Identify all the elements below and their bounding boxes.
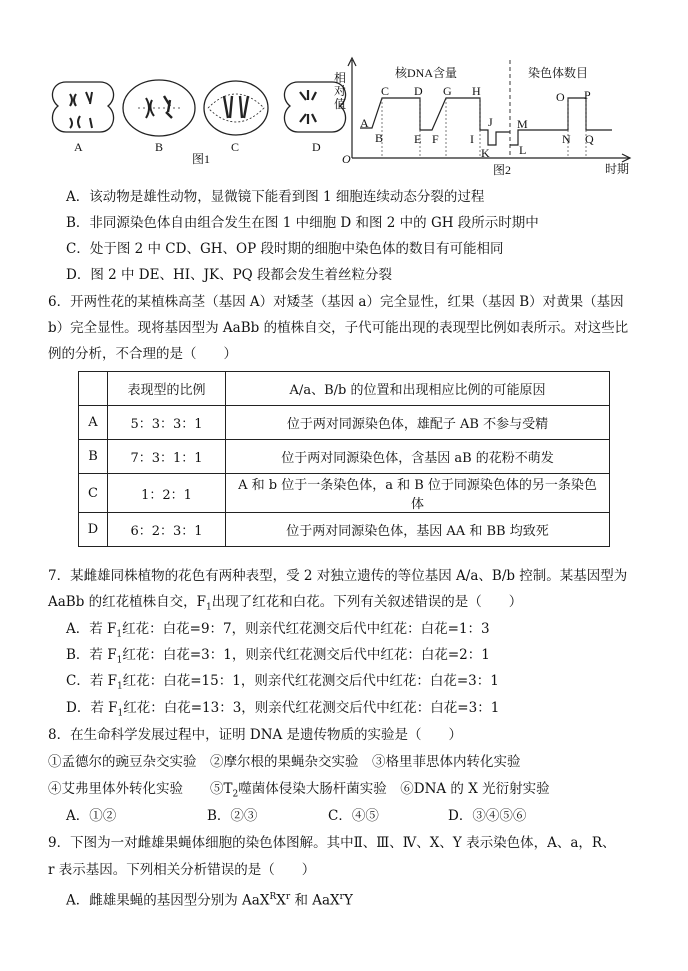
- table-cell: A 和 b 位于一条染色体，a 和 B 位于同源染色体的另一条染色体: [226, 474, 610, 513]
- pt-o: O: [556, 90, 565, 104]
- q7-opt-sub: 1: [117, 681, 123, 692]
- table-cell: 位于两对同源染色体，含基因 aB 的花粉不萌发: [226, 440, 610, 474]
- q7-option-d: [66, 698, 499, 724]
- q8-choice-d: D．③④⑤⑥: [448, 808, 527, 824]
- cell-label-d: D: [312, 140, 321, 154]
- fig2-section-right: 染色体数目: [528, 66, 589, 80]
- q7-opt-sub: 1: [117, 708, 124, 719]
- q7-stem-2: [48, 592, 522, 618]
- pt-j: J: [488, 115, 493, 129]
- q7-stem-1: 7．某雌雄同株植物的花色有两种表型，受 2 对独立遗传的等位基因 A/a、B/b 控制。某基因型为: [48, 568, 628, 584]
- table-cell: 位于两对同源染色体，雄配子 AB 不参与受精: [226, 406, 610, 440]
- q6-table: [78, 371, 610, 547]
- q9-option-a: [66, 887, 353, 911]
- table-header-cell: A/a、B/b 的位置和出现相应比例的可能原因: [226, 372, 610, 406]
- table-cell: 5：3：3：1: [108, 406, 226, 440]
- q9-opt-a-pre: A．雌雄果蝇的基因型分别为 AaX: [66, 892, 270, 909]
- table-header-cell: [79, 372, 108, 406]
- pt-a: A: [360, 116, 369, 130]
- q7-option-c: [66, 671, 499, 697]
- q8-items-1: ①孟德尔的豌豆杂交实验 ②摩尔根的果蝇杂交实验 ③格里菲思体内转化实验: [48, 754, 521, 770]
- q9-stem-2: r 表示基因。下列相关分析错误的是（ ）: [48, 862, 316, 878]
- q7-option-a: [66, 619, 490, 645]
- q7-option-b: [66, 645, 490, 671]
- table-row: [79, 440, 610, 474]
- q5-option-c: C．处于图 2 中 CD、GH、OP 段时期的细胞中染色体的数目有可能相同: [66, 241, 504, 257]
- pt-l: L: [519, 143, 527, 157]
- table-cell: 1：2：1: [108, 474, 226, 513]
- q7-opt-post: 红花：白花=3：1，则亲代红花测交后代中红花：白花=2：1: [122, 647, 490, 663]
- pt-q: Q: [585, 132, 594, 146]
- q8-choice-a: A．①②: [66, 808, 117, 824]
- pt-g: G: [443, 84, 452, 98]
- q9-stem-1: 9．下图为一对雌雄果蝇体细胞的染色体图解。其中Ⅱ、Ⅲ、Ⅳ、X、Y 表示染色体，A、a，R、: [48, 835, 616, 851]
- q9-opt-a-mid2: 和 AaX: [290, 892, 340, 909]
- table-cell: C: [79, 474, 108, 513]
- q6-stem-1: 6．开两性花的某植株高茎（基因 A）对矮茎（基因 a）完全显性，红果（基因 B）对黄果（基因: [48, 294, 624, 310]
- q7-stem-2-post: 出现了红花和白花。下列有关叙述错误的是（ ）: [211, 594, 523, 610]
- pt-e: E: [414, 132, 422, 146]
- q7-opt-sub: 1: [116, 655, 123, 666]
- table-cell: B: [79, 440, 108, 474]
- q7-stem-2-sub: 1: [206, 602, 212, 613]
- q5-option-b: B．非同源染色体自由组合发生在图 1 中细胞 D 和图 2 中的 GH 段所示时期中: [66, 215, 539, 231]
- q7-opt-pre: C．若 F: [66, 673, 117, 689]
- table-row: [79, 513, 610, 547]
- cell-b: [123, 80, 195, 136]
- q9-opt-a-sup2: r: [285, 892, 291, 902]
- pt-d: D: [414, 84, 423, 98]
- q5-option-a: A．该动物是雄性动物，显微镜下能看到图 1 细胞连续动态分裂的过程: [66, 189, 485, 205]
- q8-items-2-sub: 2: [232, 789, 239, 800]
- pt-f: F: [432, 132, 439, 146]
- q9-opt-a-mid: X: [276, 892, 286, 909]
- table-cell: 位于两对同源染色体，基因 AA 和 BB 均致死: [226, 513, 610, 547]
- figure1-caption: 图1: [192, 152, 211, 166]
- q7-opt-pre: B．若 F: [66, 647, 117, 663]
- q7-opt-post: 红花：白花=9：7，则亲代红花测交后代中红花：白花=1：3: [122, 621, 490, 637]
- fig2-y-label: 相对值: [334, 71, 347, 111]
- q8-stem: 8．在生命科学发展过程中，证明 DNA 是遗传物质的实验是（ ）: [48, 727, 463, 743]
- pt-c: C: [381, 84, 390, 98]
- figure-region: [0, 0, 688, 185]
- q7-opt-post: 红花：白花=15：1，则亲代红花测交后代中红花：白花=3：1: [122, 673, 499, 689]
- pt-b: B: [375, 131, 384, 145]
- pt-h: H: [472, 84, 481, 98]
- cell-a: [52, 82, 113, 132]
- table-row: [79, 406, 610, 440]
- q7-opt-post: 红花：白花=13：3，则亲代红花测交后代中红花：白花=3：1: [123, 700, 500, 716]
- pt-n: N: [562, 132, 571, 146]
- q9-opt-a-post: Y: [343, 892, 353, 909]
- pt-m: M: [517, 117, 528, 131]
- cell-label-b: B: [155, 140, 164, 154]
- table-cell: 6：2：3：1: [108, 513, 226, 547]
- q9-opt-a-sup3: r: [339, 892, 344, 902]
- q7-opt-sub: 1: [116, 629, 123, 640]
- table-row: [79, 474, 610, 513]
- fig2-x-label: 时期: [605, 162, 630, 176]
- figure2-caption: 图2: [493, 163, 512, 177]
- fig2-curve: [360, 98, 612, 145]
- table-header-cell: 表现型的比例: [108, 372, 226, 406]
- fig2-section-left: 核DNA含量: [395, 66, 457, 80]
- q6-stem-3: 例的分析，不合理的是（ ）: [48, 346, 237, 362]
- table-cell: 7：3：1：1: [108, 440, 226, 474]
- q7-opt-pre: D．若 F: [66, 700, 118, 716]
- pt-k: K: [481, 146, 490, 160]
- cell-label-a: A: [74, 140, 83, 154]
- table-cell: A: [79, 406, 108, 440]
- q8-choice-b: B．②③: [207, 808, 258, 824]
- q8-items-2: [48, 779, 550, 805]
- pt-i: I: [470, 132, 474, 146]
- cell-c: [204, 81, 268, 135]
- q5-option-d: D．图 2 中 DE、HI、JK、PQ 段都会发生着丝粒分裂: [66, 267, 393, 283]
- pt-p: P: [584, 88, 591, 102]
- q7-stem-2-pre: AaBb 的红花植株自交，F: [48, 594, 207, 610]
- fig2-origin: O: [342, 152, 351, 166]
- q6-stem-2: b）完全显性。现将基因型为 AaBb 的植株自交，子代可能出现的表现型比例如表所示。对这些比: [48, 320, 629, 336]
- q8-items-2-post: 噬菌体侵染大肠杆菌实验 ⑥DNA 的 X 光衍射实验: [238, 781, 550, 797]
- q8-choice-c: C．④⑤: [328, 808, 379, 824]
- q7-opt-pre: A．若 F: [66, 621, 117, 637]
- q8-items-2-pre: ④艾弗里体外转化实验 ⑤T: [48, 781, 233, 797]
- table-header-row: [79, 372, 610, 406]
- q9-opt-a-sup1: R: [269, 892, 277, 902]
- cell-label-c: C: [231, 140, 240, 154]
- table-cell: D: [79, 513, 108, 547]
